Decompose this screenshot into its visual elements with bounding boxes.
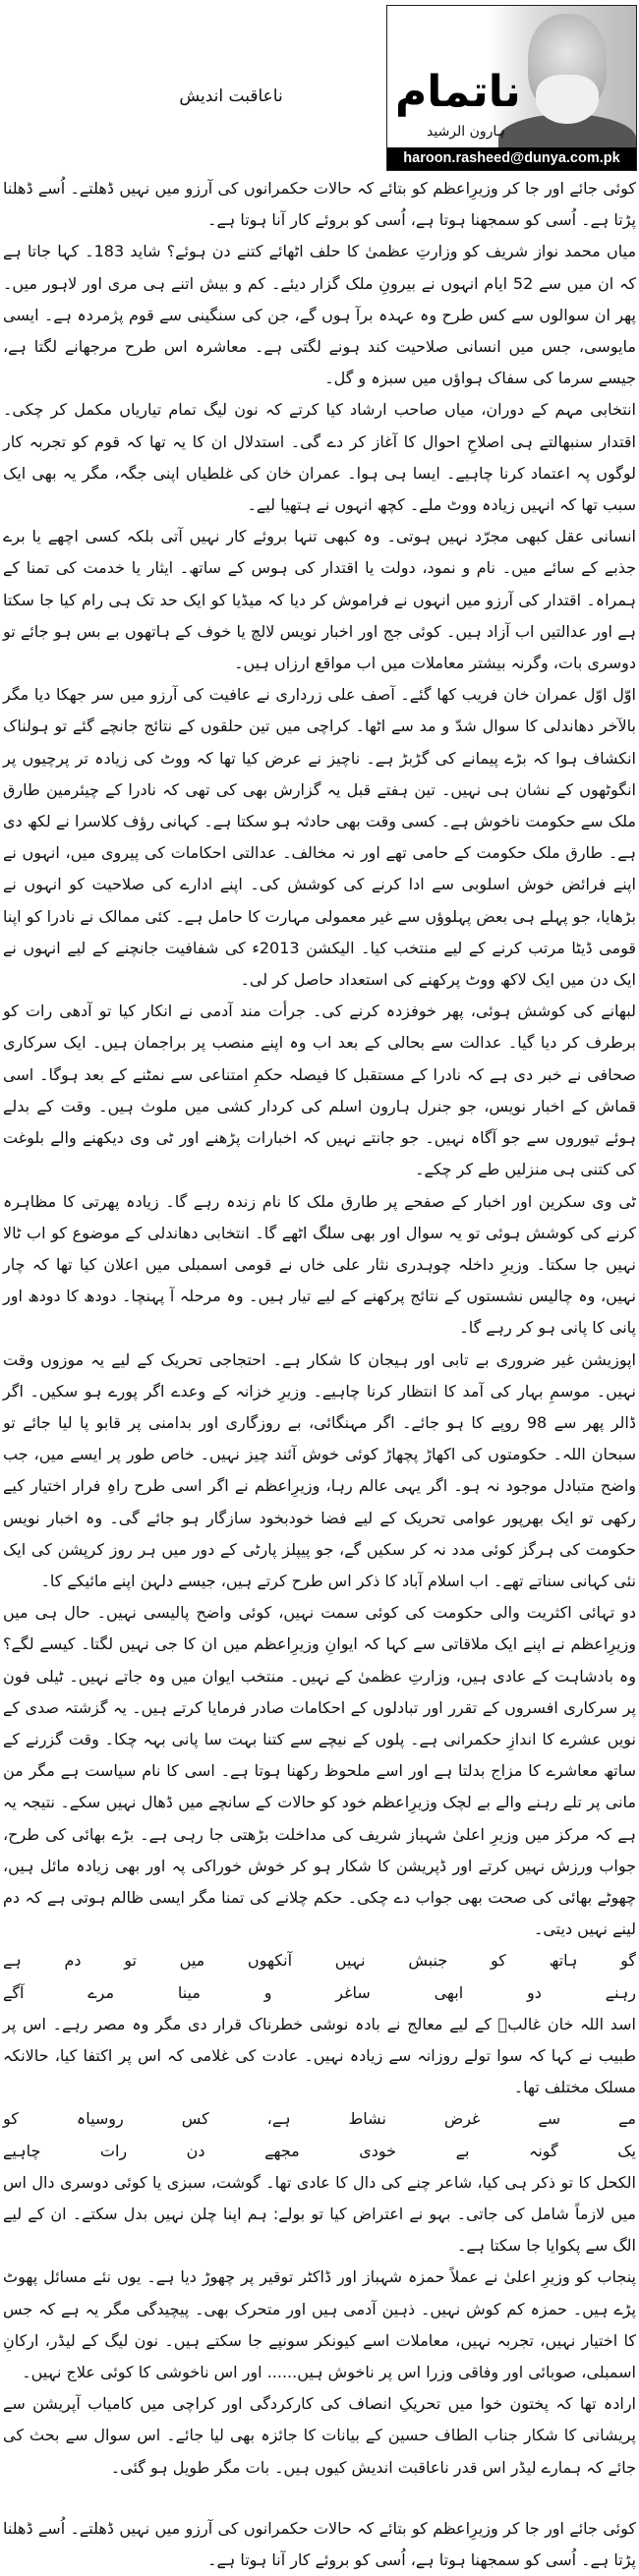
verse-line: مے سے غرض نشاط ہے، کس روسیاہ کو <box>3 2109 636 2129</box>
verse-line: گو ہاتھ کو جنبش نہیں آنکھوں میں تو دم ہے <box>3 1951 636 1971</box>
column-name: ناتمام <box>395 67 521 117</box>
article-title: ناعاقبت اندیش <box>179 86 283 106</box>
paragraph: اسد اللہ خان غالبؔ کے لیے معالج نے بادہ نوشی خطرناک قرار دی مگر وہ مصر رہے۔ اس پر طبیب نے کہا کہ سوا تولے روزانہ سے زیادہ نہیں۔ عادت کی غلامی کہ اس پر اکتفا کیا، حالانکہ مسلک مختلف تھا۔ <box>3 2014 637 2097</box>
paragraph: الکحل کا تو ذکر ہی کیا، شاعر چنے کی دال کا عادی تھا۔ گوشت، سبزی یا کوئی دوسری دال اس میں لازماً شامل کی جاتی۔ بہو نے اعتراض کیا تو بولے: ہم اپنا چلن نہیں بدل سکتے۔ ان کے لیے الگ سے پکوایا جا سکتا ہے۔ <box>3 2172 636 2256</box>
column-header <box>0 0 639 175</box>
columnist-banner <box>386 5 637 171</box>
paragraph: انتخابی مہم کے دوران، میاں صاحب ارشاد کیا کرتے کہ نون لیگ تمام تیاریاں مکمل کر چکی۔ اقتدار سنبھالتے ہی اصلاحِ احوال کا آغاز کر دے گی۔ استدلال ان کا یہ تھا کہ قوم کو تجربہ کار لوگوں پہ اعتماد کرنا چاہیے۔ ایسا ہی ہوا۔ عمران خان کی غلطیاں اپنی جگہ، مگر یہ بھی ایک سبب تھا کہ انہیں زیادہ ووٹ ملے۔ کچھ انہوں نے ہتھیا لیے۔ <box>3 400 636 515</box>
verse-line: رہنے دو ابھی ساغر و مینا مرے آگے <box>3 1982 636 2002</box>
paragraph: دو تہائی اکثریت والی حکومت کی کوئی سمت نہیں، کوئی واضح پالیسی نہیں۔ حال ہی میں وزیرِاعظم نے اپنے ایک ملاقاتی سے کہا کہ ایوانِ وزیرِاعظم میں ان کا جی نہیں لگتا۔ کیسے لگے؟ وہ بادشاہت کے عادی ہیں، وزارتِ عظمیٰ کے نہیں۔ منتخب ایوان میں وہ جاتے نہیں۔ ٹیلی فون پر سرکاری افسروں کے تقرر اور تبادلوں کے احکامات صادر فرمایا کرتے ہیں۔ یہ گزشتہ صدی کے نویں عشرے کا اندازِ حکمرانی ہے۔ پلوں کے نیچے سے کتنا بہت سا پانی بہہ چکا۔ وقت گزرنے کے ساتھ معاشرے کا مزاج بدلتا ہے اور اسے ملحوظ رکھنا ہوتا ہے۔ اسی کا نام سیاست ہے مگر من مانی پر تلے رہنے والے بے لچک وزیرِاعظم خود کو حالات کے سانچے میں ڈھال نہیں سکے۔ نتیجہ یہ ہے کہ مرکز میں وزیرِ اعلیٰ شہباز شریف کی مداخلت بڑھتی جا رہی ہے۔ بڑے بھائی کی طرح، جواب ورزش نہیں کرتے اور ڈپریشن کا شکار ہو کر خوش خوراکی پہ اور بھی زیادہ مائل ہیں، چھوٹے بھائی کی صحت بھی جواب دے چکی۔ حکم چلانے کی تمنا مگر ایسی ظالم ہوتی ہے کہ دم لینے نہیں دیتی۔ <box>3 1603 636 1939</box>
author-email: haroon.rasheed@dunya.com.pk <box>387 147 636 170</box>
article-body <box>3 173 636 2576</box>
paragraph: میاں محمد نواز شریف کو وزارتِ عظمیٰ کا حلف اٹھائے کتنے دن ہوئے؟ شاید 183۔ کہا جاتا ہے کہ ان میں سے 52 ایام انہوں نے بیرونِ ملک گزار دیئے۔ کم و بیش اتنے ہی مری اور لاہور میں۔ پھر ان سوالوں سے کس طرح وہ عہدہ برآ ہوں گے، جن کی سنگینی سے قوم پژمردہ ہے۔ ایسی مایوسی، جس میں انسانی صلاحیت کند ہونے لگتی ہے۔ معاشرہ اس طرح مرجھانے لگتا ہے، جیسے سرما کی سفاک ہواؤں میں سبزہ و گل۔ <box>3 242 637 388</box>
paragraph: اپوزیشن غیر ضروری بے تابی اور ہیجان کا شکار ہے۔ احتجاجی تحریک کے لیے یہ موزوں وقت نہیں۔ موسمِ بہار کی آمد کا انتظار کرنا چاہیے۔ وزیرِ خزانہ کے وعدے اگر پورے ہو سکیں۔ اگر ڈالر پھر سے 98 روپے کا ہو جائے۔ اگر مہنگائی، بے روزگاری اور بدامنی پر قابو پا لیا جائے تو سبحان اللہ۔ حکومتوں کی اکھاڑ پچھاڑ کوئی خوش آئند چیز نہیں۔ خاص طور پر ایسے میں، جب واضح متبادل موجود نہ ہو۔ اگر یہی عالم رہا، وزیرِاعظم نے اگر اسی طرح راہِ فرار اختیار کیے رکھی تو ایک بھرپور عوامی تحریک کے لیے فضا خودبخود سازگار ہو جائے گی۔ وہ اخبار نویس حکومت کی ہرگز کوئی مدد نہ کر سکیں گے، جو پیپلز پارٹی کے دور میں ہر روز کرپشن کی ایک نئی کہانی سناتے تھے۔ اب اسلام آباد کا ذکر اس طرح کرتے ہیں، جیسے دلہن اپنے مائیکے کا۔ <box>3 1349 637 1590</box>
paragraph: انسانی عقل کبھی مجرّد نہیں ہوتی۔ وہ کبھی تنہا بروئے کار نہیں آتی بلکہ کسی اچھے یا برے جذبے کے سائے میں۔ نام و نمود، دولت یا اقتدار کی ہوس کے ساتھ۔ ایثار یا خدمت کی تمنا کے ہمراہ۔ اقتدار کی آرزو میں انہوں نے فراموش کر دیا کہ میڈیا کو ایک حد تک ہی رام کیا جا سکتا ہے اور عدالتیں اب آزاد ہیں۔ کوئی جج اور اخبار نویس لالچ یا خوف کے ہاتھوں بے بس ہو جائے تو دوسری بات، وگرنہ بیشتر معاملات میں اب مواقع ارزاں ہیں۔ <box>3 527 636 673</box>
paragraph: اوّل اوّل عمران خان فریب کھا گئے۔ آصف علی زرداری نے عافیت کی آرزو میں سر جھکا دیا مگر بالآخر دھاندلی کا سوال شدّ و مد سے اٹھا۔ کراچی میں تین حلقوں کے نتائج جانچے گئے تو ہولناک انکشاف ہوا کہ بڑے پیمانے کی گڑبڑ ہے۔ ناچیز نے عرض کیا تھا کہ ووٹ کی زیادہ تر پرچیوں پر انگوٹھوں کے نشان ہی نہیں۔ تین ہفتے قبل یہ گزارش بھی کی تھی کہ نادرا کے چیئرمین طارق ملک سے حکومت ناخوش ہے۔ کسی وقت بھی حادثہ ہو سکتا ہے۔ کہانی رؤف کلاسرا نے لکھ دی ہے۔ طارق ملک حکومت کے حامی تھے اور نہ مخالف۔ عدالتی احکامات کی پیروی میں، انہوں نے اپنے فرائض خوش اسلوبی سے ادا کرنے کی کوشش کی۔ اپنے ادارے کی صلاحیت کو انہوں نے بڑھایا، جو پہلے ہی بعض پہلوؤں سے غیر معمولی مہارت کا حامل ہے۔ کئی ممالک نے نادرا کو اپنا قومی ڈیٹا مرتب کرنے کے لیے منتخب کیا۔ الیکشن 2013ء کی شفافیت جانچنے کے لیے انہوں نے ایک دن میں ایک لاکھ ووٹ پرکھنے کی استعداد حاصل کر لی۔ <box>3 685 637 990</box>
verse-line: یک گونہ بے خودی مجھے دن رات چاہیے <box>3 2141 636 2160</box>
paragraph: کوئی جائے اور جا کر وزیرِاعظم کو بتائے کہ حالات حکمرانوں کی آرزو میں نہیں ڈھلتے۔ اُسے ڈھلنا پڑتا ہے۔ اُسی کو سمجھنا ہوتا ہے، اُسی کو بروئے کار آنا ہوتا ہے۔ <box>3 2518 636 2570</box>
paragraph: پنجاب کو وزیرِ اعلیٰ نے عملاً حمزہ شہباز اور ڈاکٹر توقیر پر چھوڑ دیا ہے۔ یوں نئے مسائل پھوٹ پڑے ہیں۔ حمزہ کم کوش نہیں۔ ذہین آدمی ہیں اور متحرک بھی۔ پیچیدگی مگر یہ ہے کہ جس کا اختیار نہیں، تجربہ نہیں، معاملات اسے کیونکر سونپے جا سکتے ہیں۔ نون لیگ کے لیڈر، ارکانِ اسمبلی، صوبائی اور وفاقی وزرا اس پر ناخوش ہیں...... اور اس ناخوشی کا کوئی علاج نہیں۔ <box>3 2267 636 2382</box>
paragraph: ٹی وی سکرین اور اخبار کے صفحے پر طارق ملک کا نام زندہ رہے گا۔ زیادہ پھرتی کا مظاہرہ کرنے کی کوشش ہوئی تو یہ سوال اور بھی سلگ اٹھے گا۔ انتخابی دھاندلی کے موضوع کو اب ٹالا نہیں جا سکتا۔ وزیرِ داخلہ چوہدری نثار علی خاں نے قومی اسمبلی میں اعلان کیا تھا کہ چار نہیں، وہ چالیس نشستوں کے نتائج پرکھنے کے لیے تیار ہیں۔ وہ مرحلہ آ پہنچا۔ دودھ کا دودھ اور پانی کا پانی ہو کر رہے گا۔ <box>3 1191 636 1338</box>
paragraph: ارادہ تھا کہ پختون خوا میں تحریکِ انصاف کی کارکردگی اور کراچی میں کامیاب آپریشن سے پریشانی کا شکار جناب الطاف حسین کے بیانات کا جائزہ بھی لیا جائے۔ اس سوال سے بحث کی جائے کہ ہمارے لیڈر اس قدر ناعاقبت اندیش کیوں ہیں۔ بات مگر طویل ہو گئی۔ <box>3 2394 636 2477</box>
paragraph: لبھانے کی کوشش ہوئی، پھر خوفزدہ کرنے کی۔ جرأت مند آدمی نے انکار کیا تو آدھی رات کو برطرف کر دیا گیا۔ عدالت سے بحالی کے بعد اب وہ اپنے منصب پر براجمان ہیں۔ ایک سرکاری صحافی نے خبر دی ہے کہ نادرا کے مستقبل کا فیصلہ حکمِ امتناعی سے نمٹنے کے بعد ہوگا۔ اسی قماش کے اخبار نویس، جو جنرل ہارون اسلم کی کردار کشی میں ملوث ہیں۔ وقت کے بدلے ہوئے تیوروں سے جو آگاہ نہیں۔ جو جانتے نہیں کہ اخبارات پڑھنے اور ٹی وی دیکھنے والے بلوغت کی کتنی ہی منزلیں طے کر چکے۔ <box>3 1002 637 1179</box>
author-name: ہارون الرشید <box>427 124 505 140</box>
paragraph: کوئی جائے اور جا کر وزیرِاعظم کو بتائے کہ حالات حکمرانوں کی آرزو میں نہیں ڈھلتے۔ اُسے ڈھلنا پڑتا ہے۔ اُسی کو سمجھنا ہوتا ہے، اُسی کو بروئے کار آنا ہوتا ہے۔ <box>3 179 636 230</box>
